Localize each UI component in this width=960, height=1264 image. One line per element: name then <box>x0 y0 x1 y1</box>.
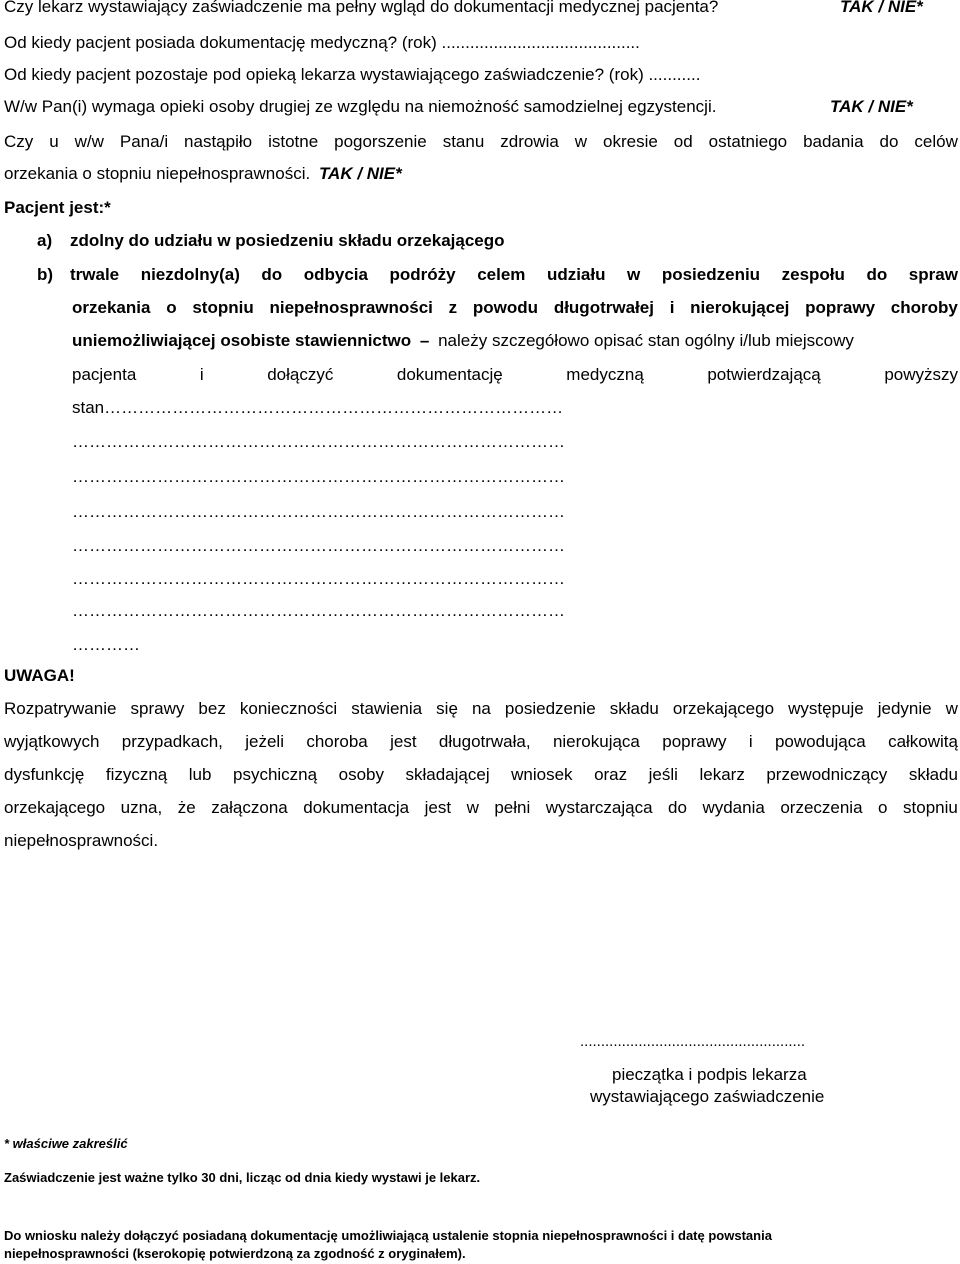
word: wniosek <box>511 765 573 784</box>
attachment-note-line2: niepełnosprawności (kserokopię potwierdzoną za zgodność z oryginałem). <box>4 1246 466 1261</box>
word: potwierdzającą <box>707 365 821 384</box>
word: medyczną <box>566 365 644 384</box>
option-b-marker[interactable]: b) <box>37 265 54 284</box>
word: stanu <box>442 132 485 151</box>
word: podróży <box>389 265 456 284</box>
word: badania <box>803 132 864 151</box>
word: wydania <box>702 798 765 817</box>
word: pełni <box>494 798 531 817</box>
word: udziału <box>546 265 606 284</box>
word: bez <box>198 699 226 718</box>
word: jeśli <box>648 765 678 784</box>
word: w/w <box>74 132 104 151</box>
warning-line-last: niepełnosprawności. <box>4 831 159 850</box>
description-dotted-line[interactable]: ………… <box>72 635 140 654</box>
word: o <box>878 798 888 817</box>
word: na <box>471 699 491 718</box>
tak-nie-choice[interactable]: TAK / NIE* <box>840 0 923 16</box>
word: niezdolny(a) <box>140 265 240 284</box>
word: jest <box>390 732 417 751</box>
warning-line <box>4 798 958 818</box>
word: jeżeli <box>245 732 284 751</box>
word: spraw <box>908 265 958 284</box>
word: całkowitą <box>888 732 958 751</box>
word: do <box>261 265 283 284</box>
word: składającej <box>405 765 490 784</box>
word: nierokująca <box>552 732 640 751</box>
word: Pana/i <box>119 132 169 151</box>
word: poprawy <box>662 732 727 751</box>
word: lub <box>188 765 212 784</box>
word: posiedzeniu <box>661 265 761 284</box>
word: nastąpiło <box>184 132 253 151</box>
word: jest <box>424 798 452 817</box>
footnote: * właściwe zakreślić <box>4 1136 128 1151</box>
word: w <box>945 699 958 718</box>
description-dotted-line[interactable]: …………………………………………………………………………… <box>72 502 565 521</box>
word: dokumentację <box>396 365 503 384</box>
question-care-since: Od kiedy pacjent pozostaje pod opieką lekarza wystawiającego zaświadczenie? (rok) ........... <box>4 65 701 84</box>
patient-status-label: Pacjent jest:* <box>4 198 111 217</box>
word: stopniu <box>192 298 254 317</box>
option-a[interactable]: a) zdolny do udziału w posiedzeniu składu orzekającego <box>37 231 505 250</box>
word: stopniu <box>903 798 958 817</box>
option-b-line2 <box>72 298 958 318</box>
word: przypadkach, <box>121 732 223 751</box>
word: orzekania <box>72 298 151 317</box>
word: celem <box>477 265 526 284</box>
description-dotted-line[interactable]: …………………………………………………………………………… <box>72 432 565 451</box>
word: uzna, <box>120 798 163 817</box>
description-dotted-line[interactable]: …………………………………………………………………………… <box>72 569 565 588</box>
description-dotted-line[interactable]: …………………………………………………………………………… <box>72 601 565 620</box>
word: i <box>199 365 204 384</box>
word: niepełnosprawności <box>269 298 433 317</box>
question-health-deterioration <box>4 132 958 152</box>
word: konieczności <box>239 699 338 718</box>
word: ostatniego <box>708 132 788 151</box>
option-b-line3: uniemożliwiającej osobiste stawiennictwo – należy szczegółowo opisać stan ogólny i/lub miejscowy <box>72 331 854 350</box>
word: sprawy <box>130 699 185 718</box>
word: do <box>866 265 888 284</box>
option-b-line4 <box>72 365 958 385</box>
word: choroby <box>890 298 958 317</box>
word: i <box>669 298 675 317</box>
word: stawienia <box>351 699 423 718</box>
word: dokumentacja <box>303 798 410 817</box>
description-dotted-line[interactable]: …………………………………………………………………………… <box>72 467 565 486</box>
word: przewodniczący <box>766 765 888 784</box>
word: okresie <box>603 132 658 151</box>
option-b-stan-line[interactable]: stan……………………………………………………………………… <box>72 398 564 417</box>
question-medical-records-access <box>4 0 956 17</box>
tak-nie-choice[interactable]: TAK / NIE* <box>830 97 913 116</box>
word: istotne <box>268 132 319 151</box>
warning-line <box>4 699 958 719</box>
word: powyższy <box>884 365 958 384</box>
description-dotted-line[interactable]: …………………………………………………………………………… <box>72 536 565 555</box>
signature-caption-line2: wystawiającego zaświadczenie <box>590 1087 825 1106</box>
word: pogorszenie <box>334 132 427 151</box>
word: z <box>448 298 458 317</box>
question-needs-care <box>4 97 956 117</box>
word: Czy <box>4 132 34 151</box>
word: poprawy <box>805 298 876 317</box>
word: w <box>627 265 641 284</box>
word: o <box>166 298 177 317</box>
word: odbycia <box>303 265 368 284</box>
word: jedynie <box>877 699 932 718</box>
word: oraz <box>594 765 628 784</box>
question-health-deterioration-cont: orzekania o stopniu niepełnosprawności. TAK / NIE* <box>4 164 402 183</box>
word: że <box>177 798 196 817</box>
word: załączona <box>211 798 288 817</box>
word: orzekającego <box>4 798 106 817</box>
word: wyjątkowych <box>4 732 100 751</box>
word: posiedzenie <box>504 699 596 718</box>
word: powodująca <box>774 732 866 751</box>
word: lekarz <box>699 765 745 784</box>
word: długotrwała, <box>438 732 531 751</box>
word: w <box>574 132 588 151</box>
word: zespołu <box>781 265 845 284</box>
word: występuje <box>788 699 864 718</box>
word: do <box>879 132 899 151</box>
word: psychiczną <box>232 765 318 784</box>
warning-line <box>4 732 958 752</box>
option-b-line1 <box>70 265 958 285</box>
tak-nie-choice[interactable]: TAK / NIE* <box>318 164 402 183</box>
attachment-note-line1: Do wniosku należy dołączyć posiadaną dokumentację umożliwiającą ustalenie stopnia niepełnosprawności i datę powstania <box>4 1228 772 1243</box>
word: powodu <box>472 298 539 317</box>
word: trwale <box>70 265 120 284</box>
word: nierokującej <box>690 298 790 317</box>
word: fizyczną <box>105 765 168 784</box>
question-text: W/w Pan(i) wymaga opieki osoby drugiej ze względu na niemożność samodzielnej egzystencji. <box>4 97 717 116</box>
word: orzekającego <box>672 699 775 718</box>
word: i <box>748 732 753 751</box>
word: zdrowia <box>500 132 559 151</box>
word: składu <box>908 765 958 784</box>
word: od <box>673 132 693 151</box>
warning-title: UWAGA! <box>4 666 75 685</box>
word: u <box>49 132 59 151</box>
word: składu <box>609 699 659 718</box>
word: długotrwałej <box>553 298 654 317</box>
word: osoby <box>338 765 384 784</box>
word: wystarczająca <box>545 798 653 817</box>
word: w <box>466 798 479 817</box>
word: Rozpatrywanie <box>4 699 117 718</box>
word: orzeczenia <box>780 798 863 817</box>
word: dołączyć <box>267 365 334 384</box>
word: choroba <box>306 732 368 751</box>
word: pacjenta <box>72 365 137 384</box>
question-text: Czy lekarz wystawiający zaświadczenie ma pełny wgląd do dokumentacji medycznej pacjenta? <box>4 0 719 16</box>
word: dysfunkcję <box>4 765 85 784</box>
word: celów <box>914 132 958 151</box>
word: do <box>668 798 687 817</box>
word: się <box>436 699 458 718</box>
warning-line <box>4 765 958 785</box>
signature-line[interactable]: ...................................................... <box>580 1033 806 1050</box>
validity-note: Zaświadczenie jest ważne tylko 30 dni, licząc od dnia kiedy wystawi je lekarz. <box>4 1170 481 1185</box>
question-records-since: Od kiedy pacjent posiada dokumentację medyczną? (rok) .......................................... <box>4 33 640 52</box>
signature-caption-line1: pieczątka i podpis lekarza <box>612 1065 807 1084</box>
